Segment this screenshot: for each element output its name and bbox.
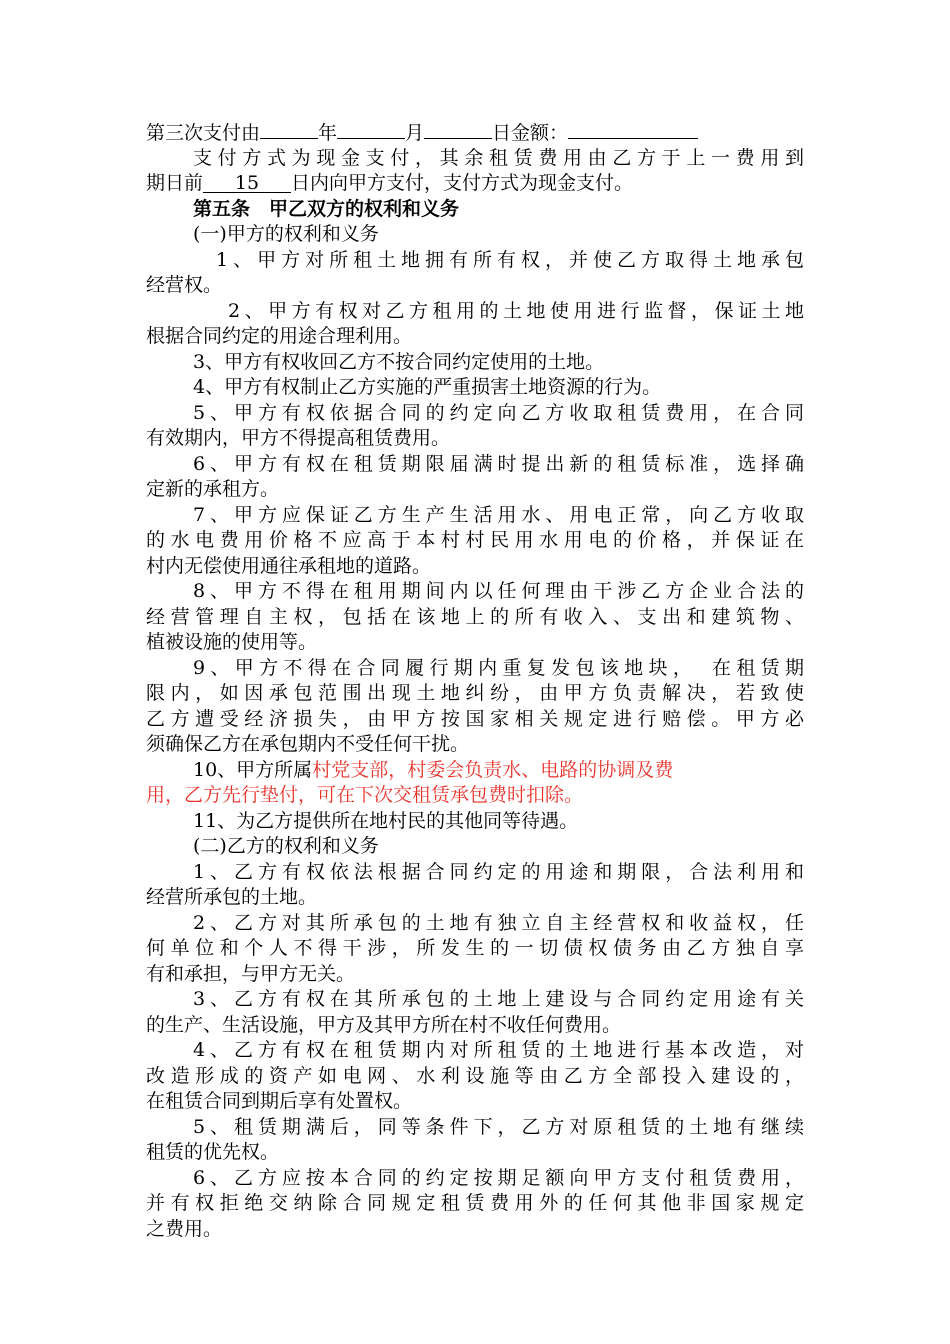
party-a-item-7-line-3: 村内无偿使用通往承租地的道路。 [146, 554, 432, 577]
party-a-item-6-line-1: 6、甲方有权在租赁期限届满时提出新的租赁标准，选择确 [193, 452, 804, 475]
third-payment-prefix: 第三次支付由 [146, 122, 261, 144]
day-blank [424, 120, 492, 139]
month-label: 月 [405, 122, 425, 144]
party-b-items [146, 860, 804, 1243]
party-a-item-7 [146, 503, 804, 580]
item10-prefix: 10、甲方所属 [193, 758, 313, 781]
party-a-item-9 [146, 656, 804, 758]
item10-red-text-1: 村党支部，村委会负责水、电路的协调及费 [312, 758, 674, 781]
party-a-items [146, 248, 804, 758]
party-a-item-9-line-4: 须确保乙方在承包期内不受任何干扰。 [146, 733, 470, 755]
article5-title: 第五条 甲乙双方的权利和义务 [193, 197, 460, 220]
amount-blank [568, 120, 698, 139]
party-a-item-8 [146, 579, 804, 656]
party-a-item-2-line-2: 根据合同约定的用途合理利用。 [146, 325, 413, 347]
party-b-item-4-line-1: 4、乙方有权在租赁期内对所租赁的土地进行基本改造，对 [193, 1039, 804, 1061]
party-a-item-3-line-1: 3、甲方有权收回乙方不按合同约定使用的土地。 [193, 350, 605, 373]
party-a-item-5-line-2: 有效期内，甲方不得提高租赁费用。 [146, 427, 451, 449]
party-a-item-5-line-1: 5、甲方有权依据合同的约定向乙方收取租赁费用，在合同 [193, 401, 804, 424]
year-blank [260, 120, 318, 139]
party-a-item-1 [146, 248, 804, 299]
party-b-item-4 [146, 1038, 804, 1115]
party-a-item-8-line-1: 8、甲方不得在租用期间内以任何理由干涉乙方企业合法的 [193, 580, 804, 602]
party-b-item-1-line-1: 1、乙方有权依法根据合同约定的用途和期限，合法利用和 [193, 860, 804, 883]
party-a-heading: (一)甲方的权利和义务 [193, 223, 379, 245]
party-b-item-1 [146, 860, 804, 911]
party-a-item-10-line1 [146, 758, 804, 784]
payment-method-line1: 支付方式为现金支付，其余租赁费用由乙方于上一费用到 [193, 146, 804, 169]
party-b-heading: (二)乙方的权利和义务 [193, 835, 379, 857]
day-amount-label: 日金额： [492, 122, 569, 144]
party-b-item-4-line-3: 在租赁合同到期后享有处置权。 [146, 1090, 413, 1112]
party-b-item-6-line-3: 之费用。 [146, 1217, 223, 1240]
days-value: 15 [234, 172, 260, 194]
party-a-item-1-line-2: 经营权。 [146, 274, 223, 296]
party-b-item-6-line-1: 6、乙方应按本合同的约定按期足额向甲方支付租赁费用， [193, 1166, 804, 1189]
party-b-item-5 [146, 1115, 804, 1166]
party-a-item-8-line-2: 经营管理自主权，包括在该地上的所有收入、支出和建筑物、 [146, 605, 804, 628]
days-blank [203, 174, 291, 193]
payment-method-line2 [146, 171, 804, 197]
party-b-item-6 [146, 1166, 804, 1243]
party-b-item-3 [146, 987, 804, 1038]
party-a-item-9-line-3: 乙方遭受经济损失，由甲方按国家相关规定进行赔偿。甲方必 [146, 707, 804, 730]
party-a-item-1-line-1: 1、甲方对所租土地拥有所有权，并使乙方取得土地承包 [216, 248, 804, 271]
party-b-item-3-line-1: 3、乙方有权在其所承包的土地上建设与合同约定用途有关 [193, 988, 804, 1010]
third-payment-line [146, 120, 804, 146]
party-a-item-4-line-1: 4、甲方有权制止乙方实施的严重损害土地资源的行为。 [193, 376, 662, 398]
party-a-item-7-line-2: 的水电费用价格不应高于本村村民用水用电的价格，并保证在 [146, 529, 804, 551]
contract-page [146, 120, 804, 1242]
month-blank [337, 120, 405, 139]
party-b-item-1-line-2: 经营所承包的土地。 [146, 886, 318, 908]
party-a-item-4 [146, 375, 804, 401]
party-b-item-2-line-3: 有和承担，与甲方无关。 [146, 962, 356, 985]
party-a-item-2 [146, 299, 804, 350]
party-a-item-9-line-1: 9、甲方不得在合同履行期内重复发包该地块， 在租赁期 [193, 656, 804, 679]
party-a-item-11: 11、为乙方提供所在地村民的其他同等待遇。 [193, 809, 579, 832]
party-b-item-3-line-2: 的生产、生活设施，甲方及其甲方所在村不收任何费用。 [146, 1013, 622, 1036]
party-a-item-6 [146, 452, 804, 503]
payment-method-text-b: 日内向甲方支付，支付方式为现金支付。 [291, 172, 634, 194]
party-b-item-2 [146, 911, 804, 988]
party-b-item-5-line-1: 5、租赁期满后，同等条件下，乙方对原租赁的土地有继续 [193, 1115, 804, 1138]
party-a-item-2-line-1: 2、甲方有权对乙方租用的土地使用进行监督，保证土地 [228, 299, 804, 322]
party-a-item-3 [146, 350, 804, 376]
party-a-item-9-line-2: 限内，如因承包范围出现土地纠纷，由甲方负责解决，若致使 [146, 682, 804, 704]
party-b-item-2-line-1: 2、乙方对其所承包的土地有独立自主经营权和收益权，任 [193, 911, 804, 934]
party-a-item-10-line2: 用，乙方先行垫付，可在下次交租赁承包费时扣除。 [146, 784, 584, 806]
party-b-item-5-line-2: 租赁的优先权。 [146, 1141, 280, 1163]
party-a-item-7-line-1: 7、甲方应保证乙方生产生活用水、用电正常，向乙方收取 [193, 503, 804, 526]
party-a-item-6-line-2: 定新的承租方。 [146, 478, 280, 500]
party-a-item-5 [146, 401, 804, 452]
year-label: 年 [318, 122, 338, 144]
party-a-item-8-line-3: 植被设施的使用等。 [146, 631, 318, 653]
party-b-item-2-line-2: 何单位和个人不得干涉，所发生的一切债权债务由乙方独自享 [146, 937, 804, 959]
party-b-item-6-line-2: 并有权拒绝交纳除合同规定租赁费用外的任何其他非国家规定 [146, 1192, 804, 1214]
party-b-item-4-line-2: 改造形成的资产如电网、水利设施等由乙方全部投入建设的， [146, 1064, 804, 1087]
payment-method-text-a: 期日前 [146, 172, 204, 194]
